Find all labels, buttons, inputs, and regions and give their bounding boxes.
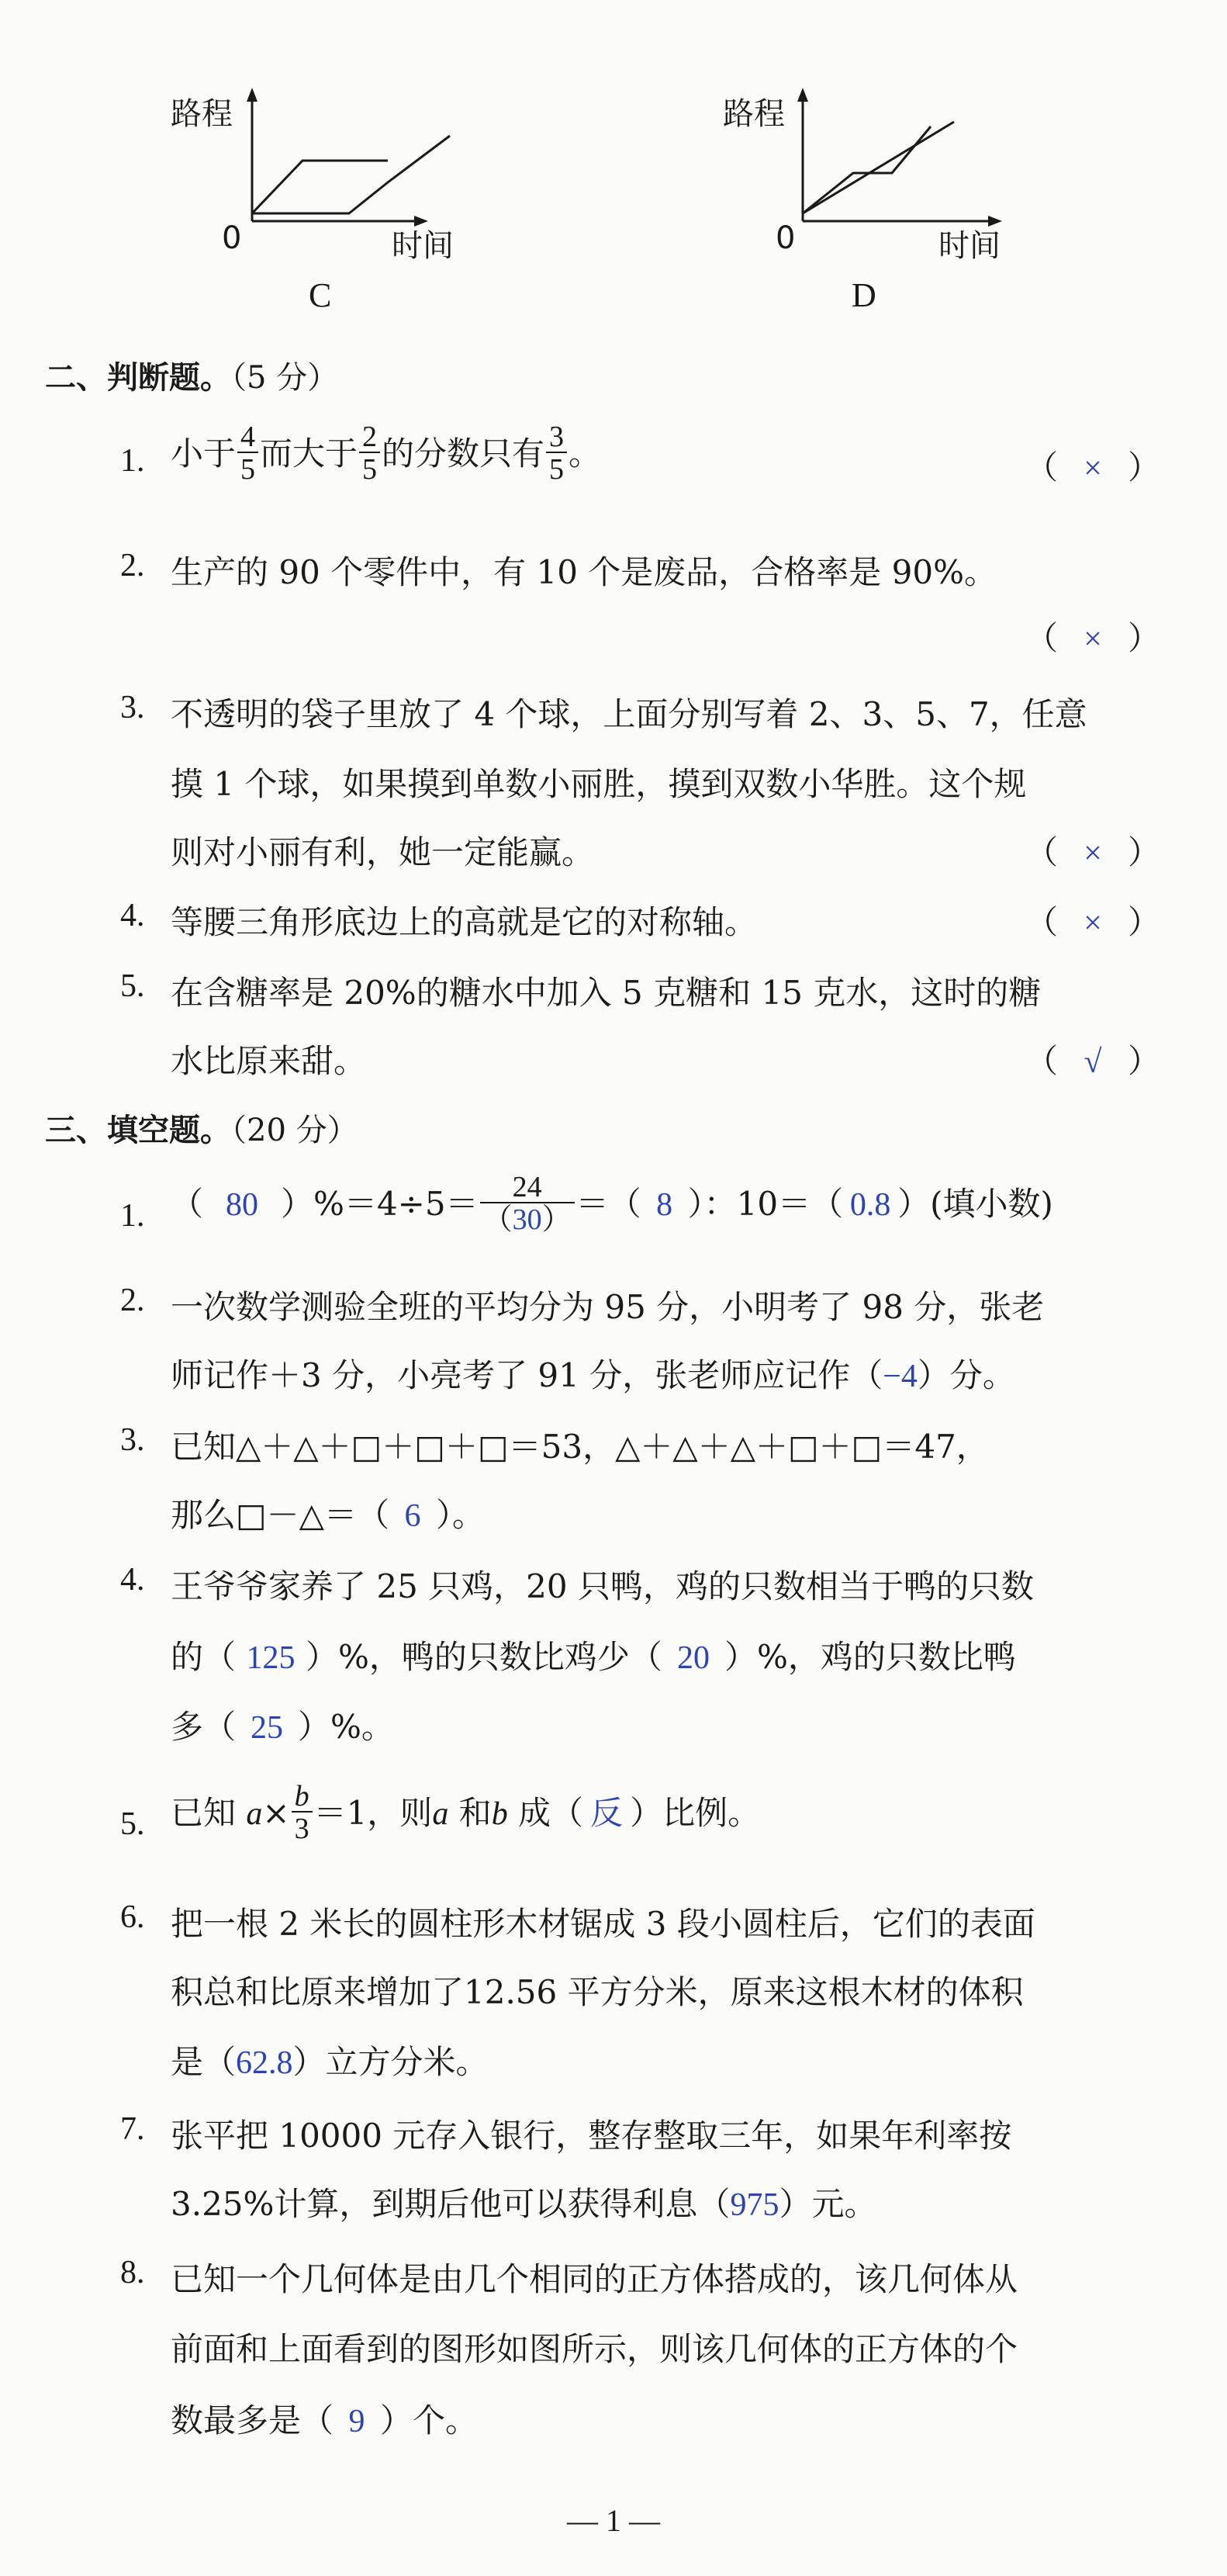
section-2-title [45,353,338,397]
s3-q1-t3: ）：10＝（ [687,1185,844,1223]
s3-q8-answer: 9 [348,2404,365,2439]
s3-q2-line2 [171,1350,1015,1397]
s3-q3-answer: 6 [404,1498,421,1534]
s3-q4-line1: 王爷爷家养了 25 只鸡，20 只鸭，鸡的只数相当于鸭的只数 [171,1567,1034,1605]
s2-q4-answer-box: （ × ） [1025,903,1160,941]
s3-q2-line2a: 师记作＋3 分，小亮考了 91 分，张老师应记作（ [171,1356,883,1394]
frac-den: 3 [294,1813,309,1845]
s2-q1-pre: 小于 [171,435,237,473]
s3-q8-line1: 已知一个几何体是由几个相同的正方体搭成的，该几何体从 [171,2260,1018,2298]
section-2-score: （5 分） [231,360,339,396]
s3-q6-line3 [171,2037,489,2083]
s3-q2-number: 2. [120,1283,145,1318]
s3-q5-pre: 已知 [171,1794,237,1832]
s3-q8-line3 [171,2395,478,2442]
page-number: — 1 — [567,2503,660,2538]
s3-q3-line2a: 那么□－△＝（ [171,1496,389,1534]
frac-den: （30） [482,1203,572,1236]
graph-d-svg [706,74,1032,322]
s3-q4-line2c: ）%，鸡的只数比鸭 [724,1638,1016,1676]
s3-q6-number: 6. [120,1899,145,1935]
s2-q4-text: 等腰三角形底边上的高就是它的对称轴。 [171,903,758,941]
s3-q4-line3 [171,1702,394,1748]
s3-q7-line1: 张平把 10000 元存入银行，整存整取三年，如果年利率按 [171,2117,1012,2155]
frac-den: 5 [240,453,256,486]
s3-q6-line3a: 是（ [171,2043,237,2081]
s2-q3-number: 3. [120,690,145,725]
s2-q1-mid: 而大于 [260,435,358,473]
s2-q5-answer: √ [1084,1044,1102,1080]
s3-q6-answer: 62.8 [236,2045,293,2081]
section-2-title-text: 二、判断题。 [45,360,231,396]
graph-c-line-b [252,136,450,213]
fraction-3-5 [546,422,567,484]
s3-q4-answer-1: 125 [246,1640,296,1676]
s3-q5-and: 和 [458,1794,492,1832]
graph-c-xlabel: 时间 [392,228,454,264]
s3-q5-answer: 反 [590,1794,624,1832]
s3-q1-answer-3: 0.8 [849,1187,891,1223]
s3-q1-answer-1: 80 [226,1187,259,1223]
s3-q4-line2a: 的（ [171,1638,237,1676]
s2-q2-text: 生产的 90 个零件中，有 10 个是废品，合格率是 90%。 [171,553,997,591]
graph-c-line-a [252,161,388,213]
s2-q5-line2: 水比原来甜。 [171,1042,367,1080]
fraction-24-30 [480,1172,575,1234]
fraction-2-5 [359,422,380,484]
graph-c-ylabel: 路程 [171,96,233,132]
s3-q4-line3b: ）%。 [298,1708,394,1746]
s3-q6-line2: 积总和比原来增加了12.56 平方分米，原来这根木材的体积 [171,1973,1024,2011]
graph-d-origin: 0 [776,220,796,256]
s3-q5-mid2: 成（ [518,1794,584,1832]
s3-q4-number: 4. [120,1562,145,1598]
s3-q2-line1: 一次数学测验全班的平均分为 95 分，小明考了 98 分，张老 [171,1288,1045,1326]
s3-q7-line2b: ）元。 [779,2185,877,2223]
section-3-title-text: 三、填空题。 [45,1113,231,1148]
s3-q5-post: ）比例。 [630,1794,761,1832]
s3-q8-number: 8. [120,2255,145,2290]
s3-q5-mid: ＝1，则 [313,1794,433,1832]
s2-q1-mid2: 的分数只有 [382,435,545,473]
s3-q4-answer-3: 25 [251,1710,284,1746]
s3-q1-answer-den: 30 [512,1203,542,1236]
s3-q1-t1: %＝4÷5＝ [313,1185,479,1223]
s2-q1-post: 。 [569,435,602,473]
paren-open: （ [171,1185,204,1223]
s3-q3-line2 [171,1490,485,1536]
graph-d-line-a [803,126,931,213]
s2-q5-number: 5. [120,968,145,1004]
s3-q4-line2 [171,1632,1016,1678]
s3-q3-line2b: ）。 [435,1496,485,1534]
s3-q7-number: 7. [120,2111,145,2147]
section-3-title [45,1106,358,1150]
s2-q5-answer-box: （ √ ） [1025,1042,1160,1080]
s3-q4-answer-2: 20 [676,1640,710,1676]
s2-q2-answer: × [1084,621,1102,657]
paren-close: ） [281,1185,314,1223]
s3-q4-line2b: ）%，鸭的只数比鸡少（ [306,1638,662,1676]
frac-num: b [292,1781,313,1813]
s2-q1-text [171,421,602,487]
s3-q7-answer: 975 [730,2187,779,2223]
graph-c-origin: 0 [222,220,242,256]
s3-q2-line2b: ）分。 [917,1356,1015,1394]
s2-q2-number: 2. [120,548,145,583]
s2-q4-answer: × [1084,905,1102,941]
var-a-2: a [432,1796,449,1832]
frac-num: 3 [546,422,567,453]
s2-q3-line1: 不透明的袋子里放了 4 个球，上面分别写着 2、3、5、7，任意 [171,695,1087,733]
s3-q5-number: 5. [120,1806,145,1842]
graph-d-ylabel: 路程 [723,96,785,132]
section-3-score: （20 分） [231,1113,358,1148]
s3-q8-line3b: ）个。 [380,2401,479,2439]
s3-q8-line3a: 数最多是（ [171,2401,334,2439]
s2-q1-answer-box: （ × ） [1025,448,1160,486]
s3-q6-line1: 把一根 2 米长的圆柱形木材锯成 3 段小圆柱后，它们的表面 [171,1905,1035,1943]
s3-q1-number: 1. [120,1198,145,1234]
graph-c [155,74,465,322]
s2-q5-line1: 在含糖率是 20%的糖水中加入 5 克糖和 15 克水，这时的糖 [171,974,1042,1012]
s3-q4-line3a: 多（ [171,1708,237,1746]
fraction-4-5 [237,422,258,484]
fraction-b-3 [292,1781,313,1844]
var-a: a [246,1796,263,1832]
s3-q8-line2: 前面和上面看到的图形如图所示，则该几何体的正方体的个 [171,2330,1018,2368]
s2-q1-answer: × [1084,451,1102,486]
s3-q3-number: 3. [120,1422,145,1458]
graph-d [706,74,1032,322]
graph-d-line-b [803,122,954,213]
frac-den: 5 [549,453,565,486]
s2-q3-answer-box: （ × ） [1025,833,1160,871]
s3-q2-answer: −4 [883,1359,918,1394]
var-b: b [491,1796,508,1832]
graph-c-label: C [309,276,332,314]
s3-q3-line1: 已知△＋△＋□＋□＋□＝53，△＋△＋△＋□＋□＝47， [171,1428,989,1466]
frac-den: 5 [362,453,378,486]
frac-num: 4 [237,422,258,453]
s2-q3-line2: 摸 1 个球，如果摸到单数小丽胜，摸到双数小华胜。这个规 [171,765,1027,803]
s3-q1-answer-2: 8 [656,1187,673,1223]
s3-q1-text [171,1171,1053,1238]
s2-q2-answer-box: （ × ） [1025,619,1160,657]
frac-num: 2 [359,422,380,453]
graph-d-xlabel: 时间 [938,228,1001,264]
s2-q4-number: 4. [120,898,145,933]
frac-num: 24 [480,1172,575,1203]
s3-q7-line2 [171,2179,876,2225]
s3-q7-line2a: 3.25%计算，到期后他可以获得利息（ [171,2185,731,2223]
s3-q5-text [171,1780,761,1847]
s2-q1-number: 1. [120,443,145,479]
s3-q1-t4: ）(填小数) [897,1185,1053,1223]
s3-q6-line3b: ）立方分米。 [292,2043,489,2081]
graph-c-svg [155,74,465,322]
graph-d-label: D [852,276,876,314]
times-sign: × [262,1794,290,1832]
s2-q3-answer: × [1084,836,1102,871]
s3-q1-t2: ＝（ [575,1185,641,1223]
s2-q3-line3: 则对小丽有利，她一定能赢。 [171,833,595,871]
